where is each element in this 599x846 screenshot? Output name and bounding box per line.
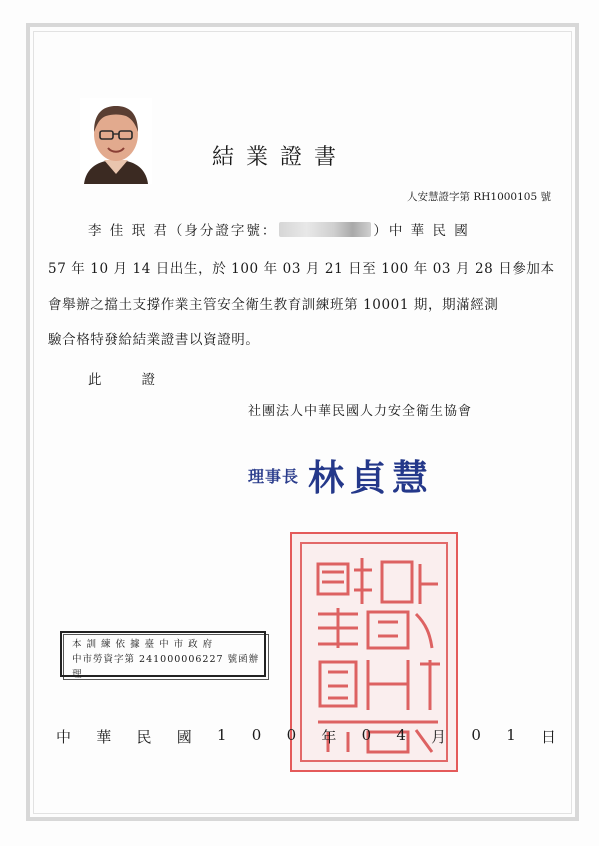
portrait-photo <box>80 98 152 184</box>
notice-box <box>60 631 266 680</box>
body-line-3: 驗合格特發給結業證書以資證明。 <box>48 332 260 348</box>
body-line-2: 會舉辦之擋土支撐作業主管安全衛生教育訓練班第 10001 期，期滿經測 <box>48 297 499 313</box>
notice-line-1: 本 訓 練 依 據 臺 中 市 政 府 <box>72 639 214 650</box>
date-char: 民 <box>136 728 152 746</box>
date-char: 4 <box>396 726 406 744</box>
recipient-name-prefix: 李 佳 珉 君（身分證字號： <box>88 223 278 239</box>
date-char: 中 <box>56 728 72 746</box>
issue-date <box>56 726 556 747</box>
director-title: 理事長 <box>248 467 300 486</box>
certificate-number: 人安慧證字第 RH1000105 號 <box>406 191 551 203</box>
recipient-name-suffix: ）中 華 民 國 <box>373 223 470 239</box>
recipient-line <box>88 219 470 239</box>
date-char: 0 <box>286 726 297 744</box>
director-signature: 林貞慧 <box>308 458 435 499</box>
date-char: 華 <box>96 728 112 746</box>
notice-line-2: 中市勞資字第 241000006227 號函辦理 <box>72 654 260 680</box>
date-char: 日 <box>540 728 556 746</box>
date-char: 1 <box>506 726 516 744</box>
date-char: 國 <box>176 728 192 746</box>
redacted-id-mask <box>279 222 371 237</box>
date-char: 年 <box>321 728 337 746</box>
date-char: 0 <box>471 726 481 744</box>
date-char: 1 <box>217 726 227 744</box>
certificate-title: 結業證書 <box>211 145 348 170</box>
date-char: 0 <box>251 726 262 744</box>
body-line-1: 57 年 10 月 14 日出生，於 100 年 03 月 21 日至 100 年 03 月 28 日參加本 <box>48 261 555 277</box>
date-char: 0 <box>361 726 372 744</box>
date-char: 月 <box>431 728 447 746</box>
attest-text: 此證 <box>88 372 195 388</box>
issuing-association: 社團法人中華民國人力安全衛生協會 <box>248 404 473 419</box>
